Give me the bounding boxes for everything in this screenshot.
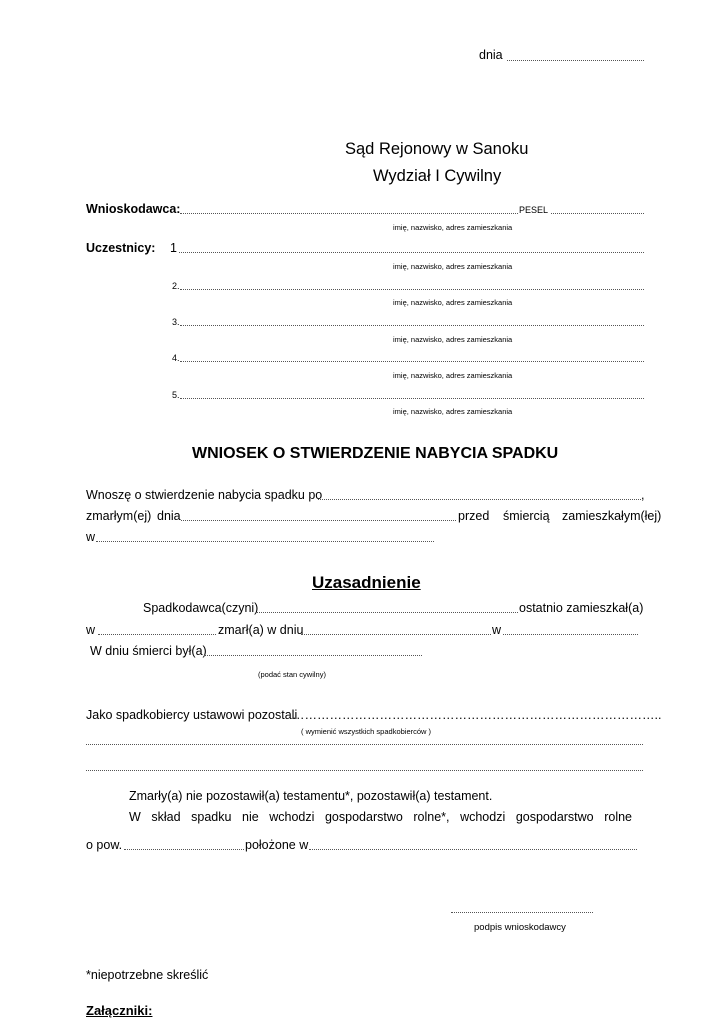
participants-label: Uczestnicy: [86, 241, 156, 255]
heirs-field[interactable]: …………………………………………………………………………….. [292, 708, 662, 722]
request-before: przed [458, 509, 490, 523]
testator-field[interactable] [256, 612, 518, 613]
request-death: śmiercią [503, 509, 550, 523]
heirs-extra-line[interactable] [86, 770, 643, 771]
in-label: w [86, 623, 96, 637]
area-label: o pow. [86, 838, 123, 852]
last-residence-field[interactable] [98, 634, 216, 635]
died-on-label: zmarł(a) w dniu [218, 623, 304, 637]
request-in-label: w [86, 530, 96, 544]
footnote: *niepotrzebne skreślić [86, 968, 209, 982]
farm-word: gospodarstwo [515, 810, 594, 824]
farm-word: rolne*, [413, 810, 450, 824]
farm-word: wchodzi [269, 810, 315, 824]
death-date-field[interactable] [181, 520, 456, 521]
farm-word: nie [242, 810, 259, 824]
located-label: położone w [245, 838, 309, 852]
participant-hint: imię, nazwisko, adres zamieszkania [393, 335, 513, 344]
signature-field[interactable] [451, 912, 593, 913]
request-line1: Wnoszę o stwierdzenie nabycia spadku po [86, 488, 323, 502]
applicant-hint: imię, nazwisko, adres zamieszkania [393, 223, 513, 232]
court-name: Sąd Rejonowy w Sanoku [345, 140, 529, 158]
last-residence-label: ostatnio zamieszkał(a) [519, 601, 644, 615]
place-label: w [492, 623, 502, 637]
justification-heading: Uzasadnienie [312, 573, 421, 592]
applicant-label: Wnioskodawca: [86, 202, 181, 216]
participant-number: 1 [170, 241, 177, 255]
farm-word: skład [151, 810, 181, 824]
signature-hint: podpis wnioskodawcy [474, 922, 566, 933]
participant-field[interactable] [180, 398, 644, 399]
participant-field[interactable] [179, 252, 644, 253]
farm-word: gospodarstwo [324, 810, 403, 824]
participant-number: 4. [172, 353, 180, 363]
participant-number: 3. [172, 317, 180, 327]
request-date-label: dnia [157, 509, 181, 523]
civil-status-hint: (podać stan cywilny) [258, 670, 326, 679]
residence-field[interactable] [96, 541, 434, 542]
pesel-field[interactable] [551, 213, 644, 214]
participant-hint: imię, nazwisko, adres zamieszkania [393, 298, 513, 307]
testament-statement: Zmarły(a) nie pozostawił(a) testamentu*, pozostawił(a) testament. [129, 789, 493, 803]
decedent-field[interactable] [318, 499, 641, 500]
location-field[interactable] [309, 849, 637, 850]
heirs-hint: ( wymienić wszystkich spadkobierców ) [301, 727, 432, 736]
date-field[interactable] [507, 60, 644, 61]
farm-word: rolne [604, 810, 632, 824]
request-resided: zamieszkałym(łej) [562, 509, 662, 523]
farm-word: W [129, 810, 141, 824]
farm-word: wchodzi [460, 810, 506, 824]
participant-hint: imię, nazwisko, adres zamieszkania [393, 262, 513, 271]
request-comma: , [641, 488, 645, 502]
participant-number: 2. [172, 281, 180, 291]
participant-field[interactable] [180, 289, 644, 290]
heirs-label: Jako spadkobiercy ustawowi pozostali [86, 708, 298, 722]
participant-hint: imię, nazwisko, adres zamieszkania [393, 371, 513, 380]
request-deceased-label: zmarłym(ej) [86, 509, 152, 523]
participant-number: 5. [172, 390, 180, 400]
applicant-field[interactable] [180, 213, 518, 214]
civil-status-label: W dniu śmierci był(a) [90, 644, 207, 658]
pesel-label: PESEL [519, 205, 549, 215]
area-field[interactable] [124, 849, 244, 850]
farm-word: spadku [191, 810, 232, 824]
civil-status-field[interactable] [204, 655, 422, 656]
date-label: dnia [479, 48, 503, 62]
heirs-extra-line[interactable] [86, 744, 643, 745]
death-place-field[interactable] [503, 634, 638, 635]
participant-field[interactable] [180, 361, 644, 362]
participant-hint: imię, nazwisko, adres zamieszkania [393, 407, 513, 416]
attachments-label: Załączniki: [86, 1003, 153, 1018]
participant-field[interactable] [180, 325, 644, 326]
court-division: Wydział I Cywilny [373, 167, 502, 185]
died-on-field[interactable] [301, 634, 491, 635]
farm-statement [129, 810, 632, 824]
testator-label: Spadkodawca(czyni) [143, 601, 259, 615]
form-title: WNIOSEK O STWIERDZENIE NABYCIA SPADKU [192, 445, 559, 462]
